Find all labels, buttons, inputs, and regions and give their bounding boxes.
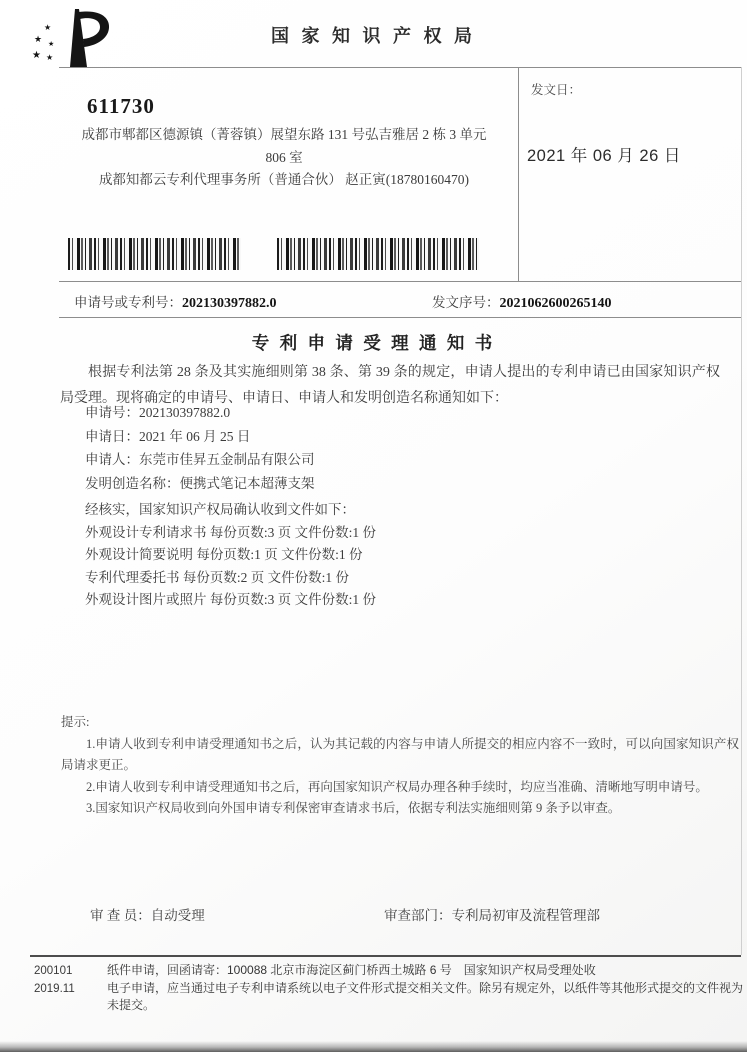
svg-text:★: ★	[46, 53, 54, 62]
recipient-address-block	[58, 124, 510, 192]
detail-label: 申请人：	[85, 452, 139, 467]
received-file-item: 外观设计专利请求书 每份页数:3 页 文件份数:1 份	[85, 524, 377, 540]
department-label: 审查部门：	[384, 908, 452, 923]
footer-instructions	[107, 962, 743, 1015]
header-divider	[59, 67, 742, 68]
application-number-label: 申请号或专利号：	[74, 295, 182, 310]
application-number-field	[74, 291, 277, 312]
department-field	[384, 904, 600, 924]
barcode-right	[277, 238, 479, 270]
svg-text:★: ★	[44, 23, 52, 32]
footer-divider	[30, 955, 741, 957]
serial-number-field	[432, 291, 612, 312]
application-details	[85, 401, 315, 495]
hint-item-2: 2.申请人收到专利申请受理通知书之后，再向国家知识产权局办理各种手续时，均应当准确、清晰地写明申请号。	[86, 779, 708, 794]
form-code-block	[34, 963, 75, 998]
dispatch-date-label: 发文日：	[531, 83, 582, 97]
form-date: 2019.11	[34, 982, 75, 995]
received-file-item: 外观设计图片或照片 每份页数:3 页 文件份数:1 份	[85, 592, 377, 607]
org-title: 国 家 知 识 产 权 局	[271, 26, 476, 46]
dispatch-date-value: 2021 年 06 月 26 日	[527, 147, 681, 165]
received-files-intro: 经核实，国家知识产权局确认收到文件如下：	[85, 502, 355, 517]
barcode-left	[68, 238, 241, 270]
detail-label: 申请日：	[85, 428, 139, 444]
hint-item-1: 1.申请人收到专利申请受理通知书之后，认为其记载的内容与申请人所提交的相应内容不一致时，可以向国家知识产权局请求更正。	[61, 736, 739, 772]
postal-code: 611730	[87, 94, 155, 118]
footer-electronic-line: 电子申请，应当通过电子专利申请系统以电子文件形式提交相关文件。除另有规定外，以纸件等其他形式提交的文件视为未提交。	[107, 980, 744, 1012]
dispatch-box-divider	[518, 68, 519, 281]
notice-intro-paragraph: 根据专利法第 28 条及其实施细则第 38 条、第 39 条的规定，申请人提出的专利申请已由国家知识产权局受理。现将确定的申请号、申请日、申请人和发明创造名称通知如下：	[60, 365, 720, 406]
detail-label: 申请号：	[85, 405, 139, 420]
serial-number-value: 2021062600265140	[499, 296, 612, 311]
detail-value: 202130397882.0	[139, 405, 231, 420]
received-files-section	[85, 499, 376, 612]
examiner-value: 自动受理	[150, 908, 205, 923]
agency-line: 成都知都云专利代理事务所（普通合伙） 赵正寅(18780160470)	[98, 172, 470, 187]
reference-row-top-divider	[59, 281, 742, 282]
footer-paper-line: 纸件申请，回函请寄：100088 北京市海淀区蓟门桥西土城路 6 号 国家知识产权局受理处收	[107, 963, 596, 977]
svg-text:★: ★	[48, 40, 55, 48]
reference-row-bottom-divider	[59, 317, 742, 318]
received-file-item: 专利代理委托书 每份页数:2 页 文件份数:1 份	[85, 569, 350, 585]
examiner-field	[90, 904, 205, 924]
svg-text:★: ★	[34, 34, 43, 44]
detail-row-filing-date	[85, 425, 315, 449]
department-value: 专利局初审及流程管理部	[451, 908, 600, 923]
detail-value: 2021 年 06 月 25 日	[139, 428, 251, 444]
detail-label: 发明创造名称：	[85, 475, 180, 491]
notice-title: 专 利 申 请 受 理 通 知 书	[251, 333, 496, 353]
form-code: 200101	[34, 965, 73, 977]
application-number-value: 202130397882.0	[182, 296, 277, 311]
detail-row-applicant	[85, 448, 315, 472]
hints-section	[61, 712, 739, 820]
page-bottom-edge	[0, 1041, 747, 1052]
examiner-label: 审 查 员：	[90, 908, 151, 923]
svg-text:★: ★	[32, 50, 41, 61]
received-file-item: 外观设计简要说明 每份页数:1 页 文件份数:1 份	[85, 547, 363, 562]
detail-row-invention-title	[85, 472, 315, 496]
serial-number-label: 发文序号：	[432, 295, 500, 310]
hint-item-3: 3.国家知识产权局收到向外国申请专利保密审查请求书后，依据专利法实施细则第 9 条予以审查。	[86, 801, 621, 815]
address-line2: 806 室	[265, 149, 303, 165]
address-line1: 成都市郫都区德源镇（菁蓉镇）展望东路 131 号弘吉雅居 2 栋 3 单元	[81, 127, 487, 142]
detail-value: 便携式笔记本超薄支架	[179, 475, 315, 491]
page-scan-edge	[741, 67, 742, 955]
detail-row-application-number	[85, 401, 315, 425]
detail-value: 东莞市佳昇五金制品有限公司	[139, 452, 315, 467]
hints-label: 提示:	[61, 715, 90, 729]
